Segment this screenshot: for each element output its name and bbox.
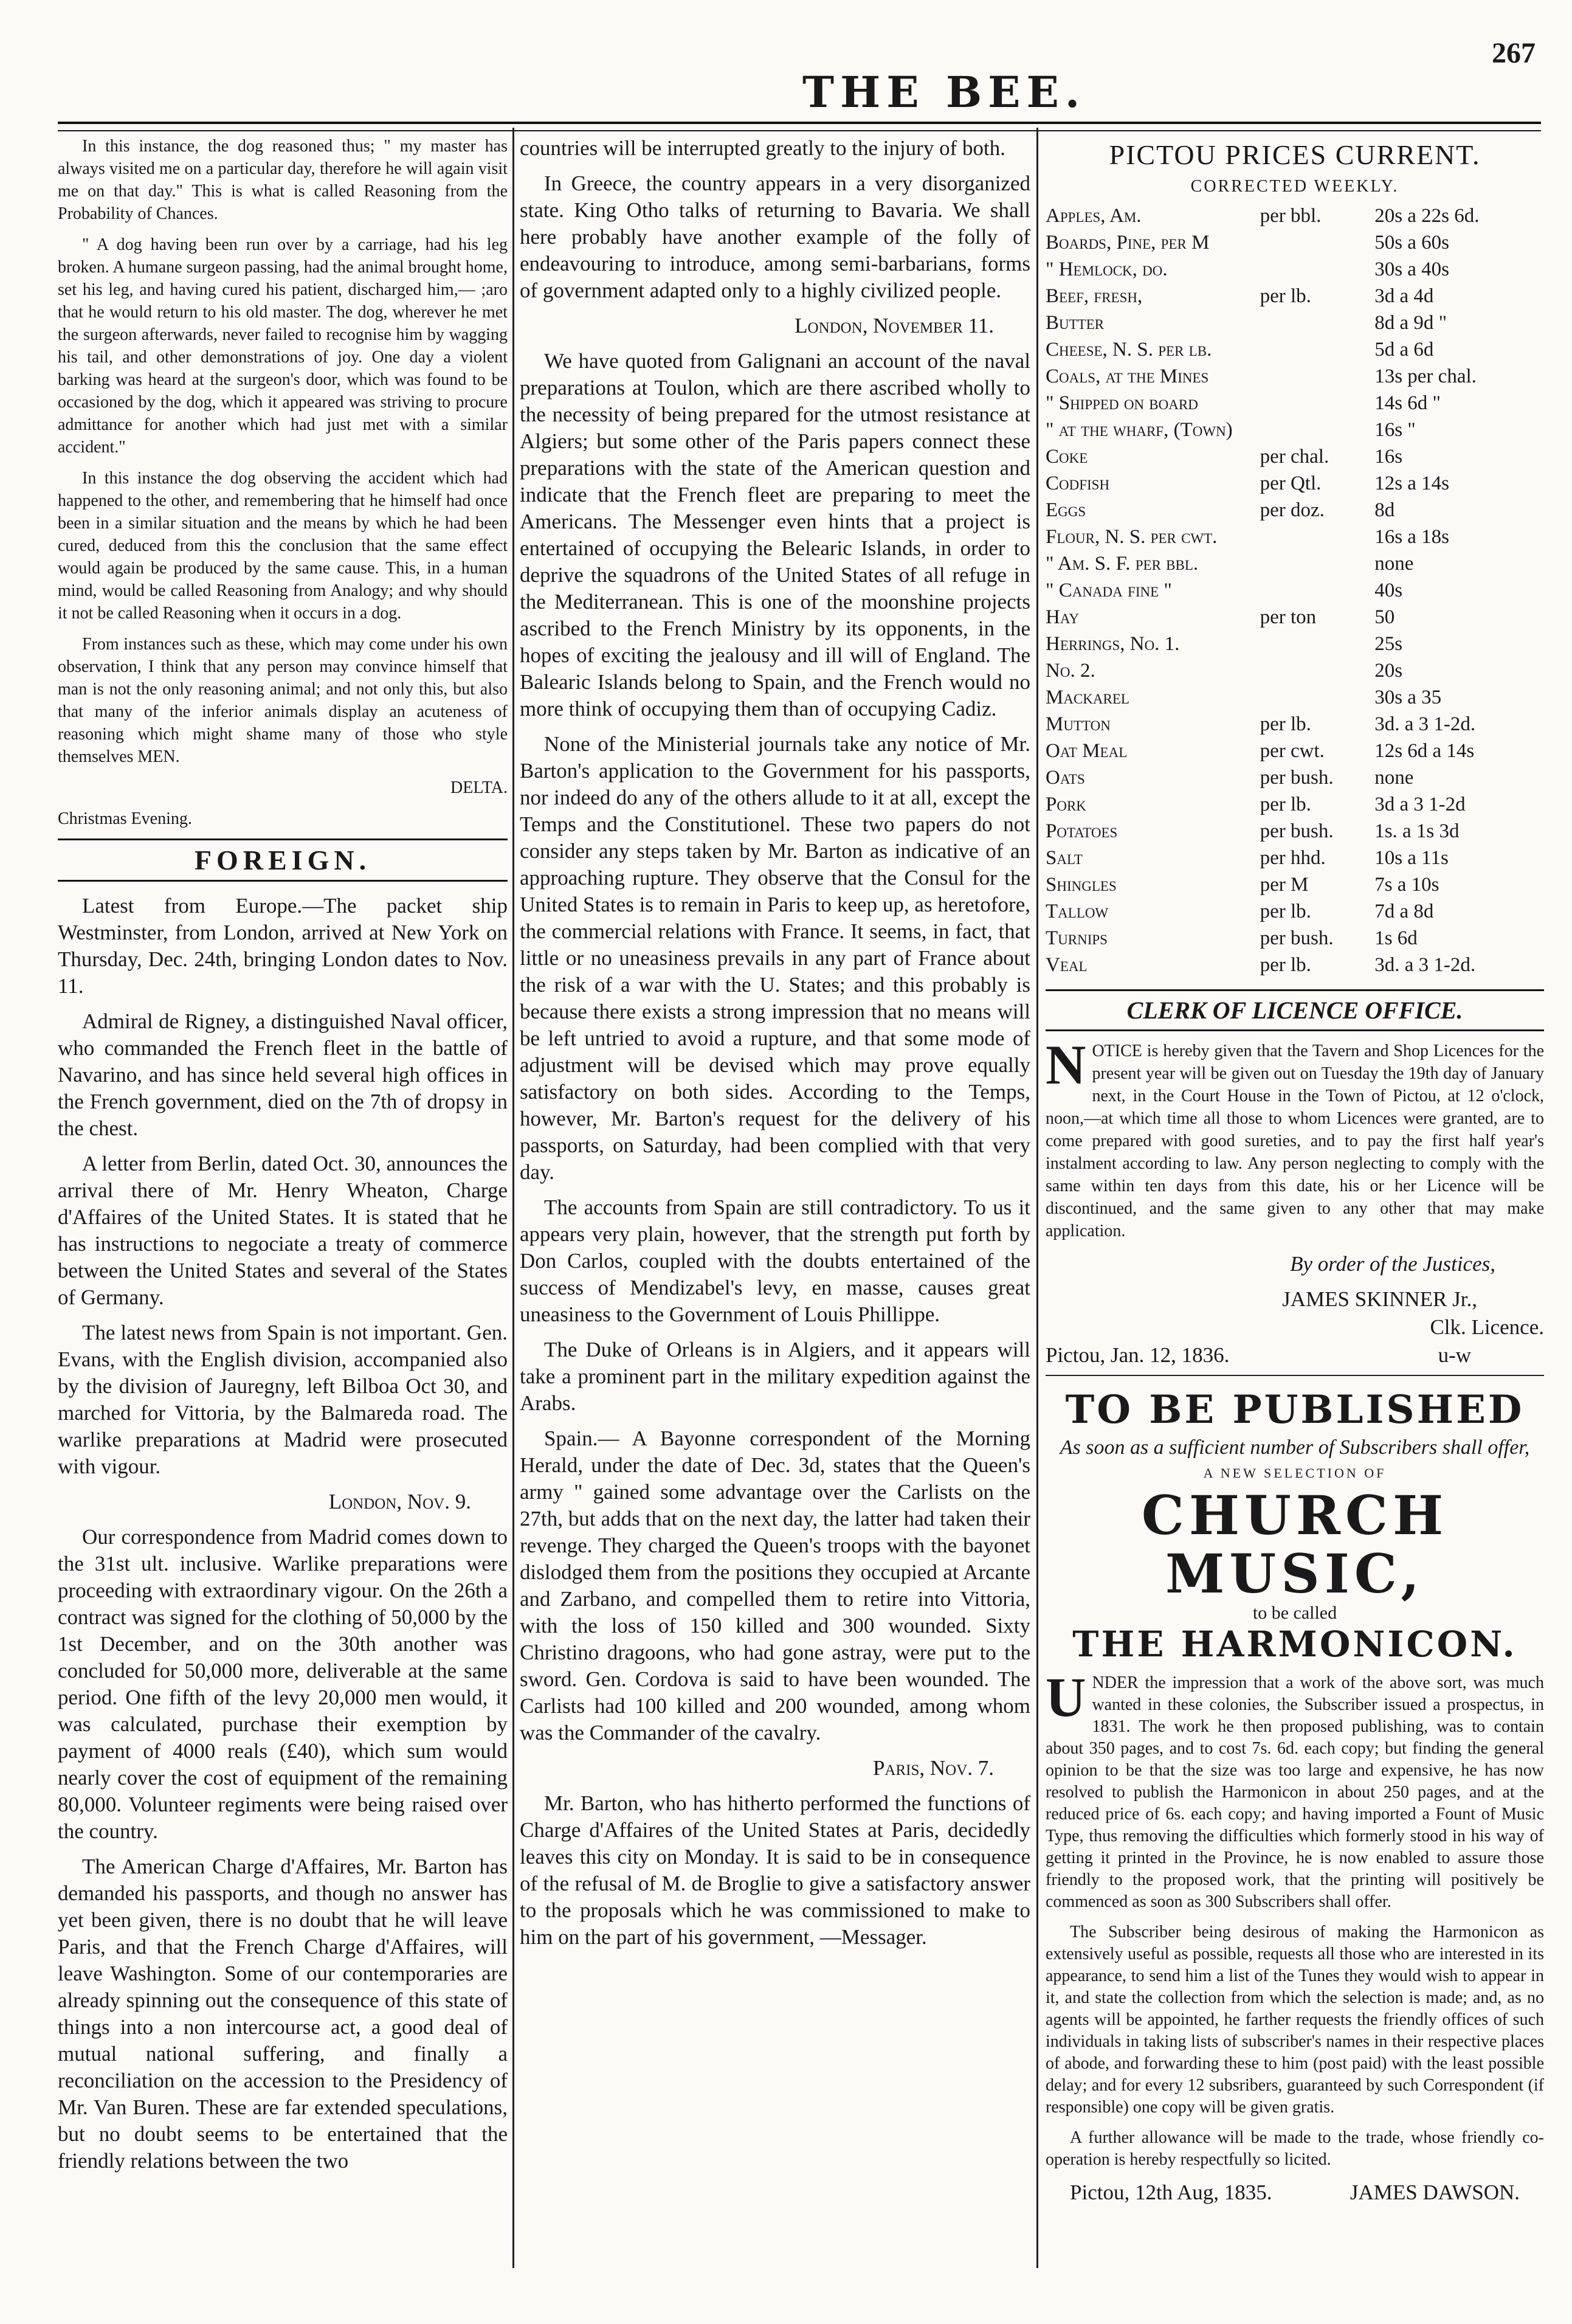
price-item: Shingles — [1046, 874, 1117, 896]
to-be-called: to be called — [1252, 1603, 1337, 1623]
price-item: Oats — [1046, 767, 1085, 789]
price-row — [1046, 657, 1544, 684]
price-item: Coals, at the Mines — [1046, 365, 1209, 387]
licence-body: OTICE is hereby given that the Tavern and Shop Licences for the present year will be given out on Tuesday the 19th day of January next, in the Court House in the Town of Pictou, at 12 o'clock, noon,—at which time all those to whom Licences were granted, are to come prepared with good sureties, and to pay the first half year's instalment according to law. Any person neglecting to comply with the same within ten days from this date, his or her Licence will be discontinued, and the same given to any other that may make application. — [1046, 1042, 1544, 1240]
price-row — [1046, 791, 1544, 818]
licence-code: u-w — [1438, 1343, 1471, 1367]
price-unit — [1260, 363, 1375, 390]
article-paragraph: Our correspondence from Madrid comes down to the 31st ult. inclusive. Warlike preparations were proceeding with extraordinary vigour. On the 26th a contract was signed for the clothing of 50,000 by the 1st December, and on the 30th another was concluded for 50,000 more, deliverable at the same period. One fifth of the levy 20,000 men would, it was calculated, purchase their exemption by payment of 4000 reals (£40), which sum would nearly cover the cost of equipment of the remaining 80,000. Volunteer regiments were being raised over the country. — [58, 1525, 508, 1843]
price-value: 7s a 10s — [1374, 874, 1439, 896]
price-unit: per lb. — [1260, 713, 1311, 735]
article-paragraph: Latest from Europe.—The packet ship Westminster, from London, arrived at New York on Thursday, Dec. 24th, bringing London dates to Nov. 11. — [58, 894, 508, 998]
price-item: Beef, fresh, — [1046, 285, 1143, 307]
price-unit: per lb. — [1260, 285, 1311, 307]
price-row — [1046, 202, 1544, 229]
price-item: Butter — [1046, 312, 1105, 334]
price-value: 50s a 60s — [1374, 232, 1450, 254]
price-unit: per lb. — [1260, 901, 1311, 922]
price-unit: per ton — [1260, 606, 1317, 628]
price-row — [1046, 310, 1544, 336]
price-value: 20s — [1374, 660, 1403, 682]
price-unit: per lb. — [1260, 954, 1311, 976]
price-row — [1046, 229, 1544, 256]
price-unit — [1260, 229, 1375, 256]
price-unit: per lb. — [1260, 794, 1311, 815]
column-divider-2 — [1036, 128, 1038, 2268]
dateline: Paris, Nov. 7. — [872, 1756, 994, 1780]
article-paragraph: The American Charge d'Affaires, Mr. Barton has demanded his passports, and though no answer has yet been given, there is no doubt that he will leave Paris, and that the French Charge d'Affaires, will leave Washington. Some of our contemporaries are already spinning out the consequence of this state of things into a non intercourse act, a good deal of mutual national suffering, and finally a reconciliation on the accession to the Presidency of Mr. Van Buren. These are far extended speculations, but no doubt seems to be entertained that the friendly relations between the two — [58, 1855, 508, 2173]
price-unit: per bbl. — [1260, 205, 1322, 227]
price-item: Codfish — [1046, 472, 1110, 494]
harmonicon-heading: THE HARMONICON. — [1072, 1624, 1517, 1665]
price-value: 8d a 9d " — [1374, 312, 1447, 334]
price-row — [1046, 283, 1544, 310]
article-paragraph: The latest news from Spain is not important. Gen. Evans, with the English division, accompanied also by the division of Jauregny, left Bilboa Oct 30, and marched for Vittoria, by the Balmareda road. The warlike preparations at Madrid were prosecuted with vigour. — [58, 1321, 508, 1478]
newspaper-title: THE BEE. — [802, 67, 1086, 117]
price-item: Mackarel — [1046, 686, 1129, 708]
price-unit: per hhd. — [1260, 847, 1326, 869]
publish-new-selection: A NEW SELECTION OF — [1203, 1465, 1387, 1481]
price-unit: per bush. — [1260, 767, 1334, 789]
price-unit — [1260, 550, 1375, 577]
article-paragraph: A letter from Berlin, dated Oct. 30, announces the arrival there of Mr. Henry Wheaton, Charge d'Affaires of the United States. It is stated that he has instructions to negociate a treaty of commerce between the United States and several of the States of Germany. — [58, 1152, 508, 1309]
price-value: 5d a 6d — [1374, 339, 1434, 361]
price-value: 30s a 35 — [1374, 686, 1442, 708]
price-unit: per doz. — [1260, 499, 1325, 521]
dateline: Christmas Evening. — [58, 809, 192, 828]
prices-table — [1046, 202, 1544, 978]
price-value: 3d a 4d — [1374, 285, 1434, 307]
price-value: 30s a 40s — [1374, 258, 1450, 280]
article-paragraph: The accounts from Spain are still contradictory. To us it appears very plain, however, that the strength put forth by Don Carlos, coupled with the doubts entertained of the success of Mendizabel's levy, en masse, causes great uneasiness to the Government of Louis Phillippe. — [520, 1195, 1030, 1326]
price-item: Turnips — [1046, 927, 1108, 949]
price-unit — [1260, 657, 1375, 684]
price-item: " at the wharf, (Town) — [1046, 419, 1233, 441]
page-number: 267 — [1492, 37, 1536, 69]
prices-subtitle: CORRECTED WEEKLY. — [1190, 177, 1399, 196]
price-value: 25s — [1374, 633, 1403, 655]
price-unit — [1260, 256, 1375, 283]
price-value: 1s. a 1s 3d — [1374, 820, 1460, 842]
price-unit: per chal. — [1260, 446, 1329, 468]
article-paragraph: The Duke of Orleans is in Algiers, and it appears will take a prominent part in the military expedition against the Arabs. — [520, 1338, 1030, 1415]
price-unit: per bush. — [1260, 820, 1334, 842]
price-row — [1046, 256, 1544, 283]
price-item: Salt — [1046, 847, 1083, 869]
price-item: Boards, Pine, per M — [1046, 232, 1210, 254]
price-row — [1046, 845, 1544, 871]
price-item: Veal — [1046, 954, 1088, 976]
article-paragraph: From instances such as these, which may come under his own observation, I think that any person may convince himself that man is not the only reasoning animal; and not only this, but also that many of the inferior animals display an acuteness of reasoning which might shame many of those who style themselves MEN. — [58, 635, 508, 766]
price-item: " Shipped on board — [1046, 392, 1198, 414]
drop-cap: U — [1046, 1666, 1086, 1728]
licence-notice — [1046, 1034, 1544, 1242]
price-item: Coke — [1046, 446, 1088, 468]
price-item: Pork — [1046, 794, 1086, 815]
price-value: 12s a 14s — [1374, 472, 1450, 494]
price-item: No. 2. — [1046, 660, 1095, 682]
price-unit — [1260, 684, 1375, 711]
price-item: Flour, N. S. per cwt. — [1046, 526, 1218, 548]
article-paragraph: Mr. Barton, who has hitherto performed the functions of Charge d'Affaires of the United States at Paris, decidedly leaves this city on Monday. It is said to be in consequence of the refusal of M. de Broglie to give a satisfactory answer to the proposals which he was commissioned to make to him on the part of his government, —Messager. — [520, 1791, 1030, 1949]
price-row — [1046, 497, 1544, 524]
price-row — [1046, 631, 1544, 657]
price-item: " Canada fine " — [1046, 579, 1172, 601]
price-value: 16s a 18s — [1374, 526, 1450, 548]
price-unit: per Qtl. — [1260, 472, 1322, 494]
article-paragraph: In this instance the dog observing the accident which had happened to the other, and remembering that he himself had once been in a similar situation and the means by which he had been cured, deduced from this the conclusion that the same effect would again be produced by the same cause. This, in a human mind, would be called Reasoning from Analogy; and why should it not be called Reasoning when it occurs in a dog. — [58, 469, 508, 623]
publish-place-date: Pictou, 12th Aug, 1835. — [1070, 2180, 1272, 2204]
price-unit — [1260, 417, 1375, 443]
prices-title: PICTOU PRICES CURRENT. — [1109, 139, 1481, 170]
article-paragraph: In Greece, the country appears in a very disorganized state. King Otho talks of returning to Bavaria. We shall here probably have another example of the folly of endeavouring to introduce, among semi-barbarians, forms of government adapted only to a highly civilized people. — [520, 171, 1030, 302]
price-value: 10s a 11s — [1374, 847, 1449, 869]
price-unit: per cwt. — [1260, 740, 1325, 762]
price-row — [1046, 336, 1544, 363]
publish-body-text: NDER the impression that a work of the above sort, was much wanted in these colonies, the Subscriber issued a prospectus, in 1831. The work he then proposed publishing, was to contain about 350 pages, and to cost 7s. 6d. each copy; but finding the general opinion to be that the size was too large and expensive, he has now resolved to publish the Harmonicon in about 250 pages, and at the reduced price of 6s. each copy; and having imported a Fount of Music Type, thus removing the difficulties which formerly stood in his way of getting it printed in the Province, he is now enabled to assure those friendly to the proposed work, that the printing will positively be commenced as soon as 300 Subscribers shall offer. — [1046, 1673, 1544, 1911]
price-value: 50 — [1374, 606, 1395, 628]
foreign-section-heading: FOREIGN. — [58, 839, 508, 882]
licence-heading: CLERK OF LICENCE OFFICE. — [1046, 989, 1544, 1031]
top-rule — [58, 122, 1541, 131]
price-unit — [1260, 631, 1375, 657]
column-1 — [58, 135, 508, 2183]
price-value: 40s — [1374, 579, 1403, 601]
price-row — [1046, 363, 1544, 390]
price-row — [1046, 684, 1544, 711]
signature: DELTA. — [450, 778, 508, 797]
price-unit — [1260, 336, 1375, 363]
price-row — [1046, 470, 1544, 497]
price-row — [1046, 417, 1544, 443]
masthead — [0, 67, 1572, 116]
price-row — [1046, 550, 1544, 577]
publish-footer — [1046, 2179, 1544, 2206]
price-row — [1046, 764, 1544, 791]
price-unit — [1260, 390, 1375, 417]
dateline: London, Nov. 9. — [328, 1490, 471, 1513]
article-paragraph: countries will be interrupted greatly to the injury of both. — [520, 136, 1005, 160]
price-value: none — [1374, 767, 1414, 789]
price-value: 3d. a 3 1-2d. — [1374, 954, 1476, 976]
price-item: Potatoes — [1046, 820, 1118, 842]
price-unit — [1260, 577, 1375, 604]
price-row — [1046, 818, 1544, 845]
price-value: 7d a 8d — [1374, 901, 1434, 922]
divider — [1046, 1375, 1544, 1376]
publish-paragraph: A further allowance will be made to the trade, whose friendly co-operation is hereby respectfully so licited. — [1046, 2128, 1544, 2169]
publish-subheading: As soon as a sufficient number of Subscribers shall offer, — [1060, 1436, 1530, 1459]
column-2 — [520, 135, 1030, 1959]
price-item: Apples, Am. — [1046, 205, 1142, 227]
publish-paragraph: The Subscriber being desirous of making the Harmonicon as extensively useful as possible, requests all those who are interested in its appearance, to send him a list of the Tunes they would wish to appear in it, and state the collection from which the selection is made; and, as no agents will be appointed, he farther requests the friendly offices of such individuals in taking lists of subscriber's names in their respective places of abode, and forwarding these to him (post paid) with the least possible delay; and for every 12 subsribers, guaranteed by such Correspondent (if responsible) one copy will be given gratis. — [1046, 1923, 1544, 2117]
article-paragraph: Admiral de Rigney, a distinguished Naval officer, who commanded the French fleet in the battle of Navarino, and has since held several high offices in the French government, died on the 7th of dropsy in the chest. — [58, 1009, 508, 1140]
price-value: 1s 6d — [1374, 927, 1418, 949]
article-paragraph: None of the Ministerial journals take any notice of Mr. Barton's application to the Government for his passports, nor indeed do any of the others allude to it at all, except the Temps and the Constitutionel. These two papers do not consider any steps taken by Mr. Barton as indicative of an approaching rupture. They observe that the Consul for the United States is to remain in Paris to keep up, as heretofore, the commercial relations with France. It seems, in fact, that little or no uneasiness prevails in any part of France about the risk of a war with the U. States; and this probably is because there exists a strong impression that no means will be left untried to avoid a rupture, and that some mode of adjustment will be devised which may prove equally satisfactory on both sides. According to the Temps, however, Mr. Barton's request for the delivery of his passports, on Saturday, had been complied with that very day. — [520, 732, 1030, 1184]
drop-cap: N — [1046, 1034, 1086, 1096]
publish-heading: TO BE PUBLISHED — [1065, 1387, 1525, 1433]
article-paragraph: Spain.— A Bayonne correspondent of the Morning Herald, under the date of Dec. 3d, states that the Queen's army " gained some advantage over the Carlists on the 27th, but adds that on the next day, the latter had taken their revenge. They charged the Queen's troops with the bayonet dislodged them from the positions they occupied at Arcante and Zarbano, and compelled them to retire into Vittoria, with the loss of 150 killed and 300 wounded. Sixty Christino dragoons, who had gone astray, were put to the sword. Gen. Cordova is said to have been wounded. The Carlists had 100 killed and 200 wounded, among whom was the Commander of the cavalry. — [520, 1427, 1030, 1745]
price-item: " Am. S. F. per bbl. — [1046, 553, 1199, 575]
licence-signatory: JAMES SKINNER Jr., — [1282, 1287, 1477, 1311]
licence-signatory-title: Clk. Licence. — [1430, 1315, 1544, 1339]
price-item: Tallow — [1046, 901, 1109, 922]
price-row — [1046, 925, 1544, 952]
price-row — [1046, 524, 1544, 550]
article-paragraph: In this instance, the dog reasoned thus; " my master has always visited me on a particular day, therefore he will again visit me on that day." This is what is called Reasoning from the Probability of Chances. — [58, 137, 508, 223]
price-row — [1046, 443, 1544, 470]
price-item: Oat Meal — [1046, 740, 1128, 762]
price-row — [1046, 952, 1544, 978]
price-row — [1046, 711, 1544, 738]
price-value: 16s — [1374, 446, 1403, 468]
price-value: 12s 6d a 14s — [1374, 740, 1475, 762]
publish-body — [1046, 1666, 1544, 1913]
price-unit — [1260, 310, 1375, 336]
price-value: none — [1374, 553, 1414, 575]
article-paragraph: " A dog having been run over by a carriage, had his leg broken. A humane surgeon passing, had the animal brought home, set his leg, and having cured his patient, discharged him,— ;aro that he would return to his old master. The dog, wherever he met the surgeon afterwards, never failed to recognise him by wagging his tail, and other demonstrations of joy. One day a violent barking was heard at the surgeon's door, which was found to be occasioned by the dog, which it appeared was striving to procure admittance for another which had just met with a similar accident." — [58, 235, 508, 457]
column-divider-1 — [512, 128, 514, 2268]
price-item: " Hemlock, do. — [1046, 258, 1168, 280]
price-unit — [1260, 524, 1375, 550]
price-row — [1046, 577, 1544, 604]
licence-place-date: Pictou, Jan. 12, 1836. — [1046, 1343, 1230, 1367]
price-value: 8d — [1374, 499, 1395, 521]
licence-footer — [1046, 1342, 1544, 1369]
price-unit: per M — [1260, 874, 1309, 896]
price-value: 3d. a 3 1-2d. — [1374, 713, 1476, 735]
price-row — [1046, 390, 1544, 417]
dateline: London, November 11. — [795, 314, 994, 337]
price-value: 3d a 3 1-2d — [1374, 794, 1466, 815]
price-row — [1046, 898, 1544, 925]
price-value: 20s a 22s 6d. — [1374, 205, 1480, 227]
licence-order: By order of the Justices, — [1290, 1252, 1495, 1276]
price-row — [1046, 604, 1544, 631]
price-item: Herrings, No. 1. — [1046, 633, 1180, 655]
price-row — [1046, 871, 1544, 898]
column-3 — [1046, 135, 1544, 2206]
price-item: Mutton — [1046, 713, 1111, 735]
price-value: 13s per chal. — [1374, 365, 1477, 387]
price-value: 16s " — [1374, 419, 1416, 441]
price-row — [1046, 738, 1544, 764]
price-unit: per bush. — [1260, 927, 1334, 949]
price-item: Cheese, N. S. per lb. — [1046, 339, 1212, 361]
article-paragraph: We have quoted from Galignani an account of the naval preparations at Toulon, which are there ascribed wholly to the necessity of being prepared for the utmost resistance at Algiers; but some other of the Paris papers connect these preparations with the state of the American question and indicate that the French fleet are preparing to meet the Americans. The Messenger even hints that a project is entertained of occupying the Belearic Islands, in order to deprive the squadrons of the United States of all refuge in the Mediterranean. This is one of the moonshine projects ascribed to the French Ministry by its opponents, in the hopes of exciting the jealousy and ill will of England. The Balearic Islands belong to Spain, and the French would no more think of occupying them than of occupying Cadiz. — [520, 349, 1030, 721]
church-music-heading: CHURCH MUSIC, — [1141, 1484, 1449, 1605]
price-value: 14s 6d " — [1374, 392, 1441, 414]
publish-signatory: JAMES DAWSON. — [1350, 2180, 1520, 2204]
price-item: Hay — [1046, 606, 1079, 628]
price-item: Eggs — [1046, 499, 1086, 521]
